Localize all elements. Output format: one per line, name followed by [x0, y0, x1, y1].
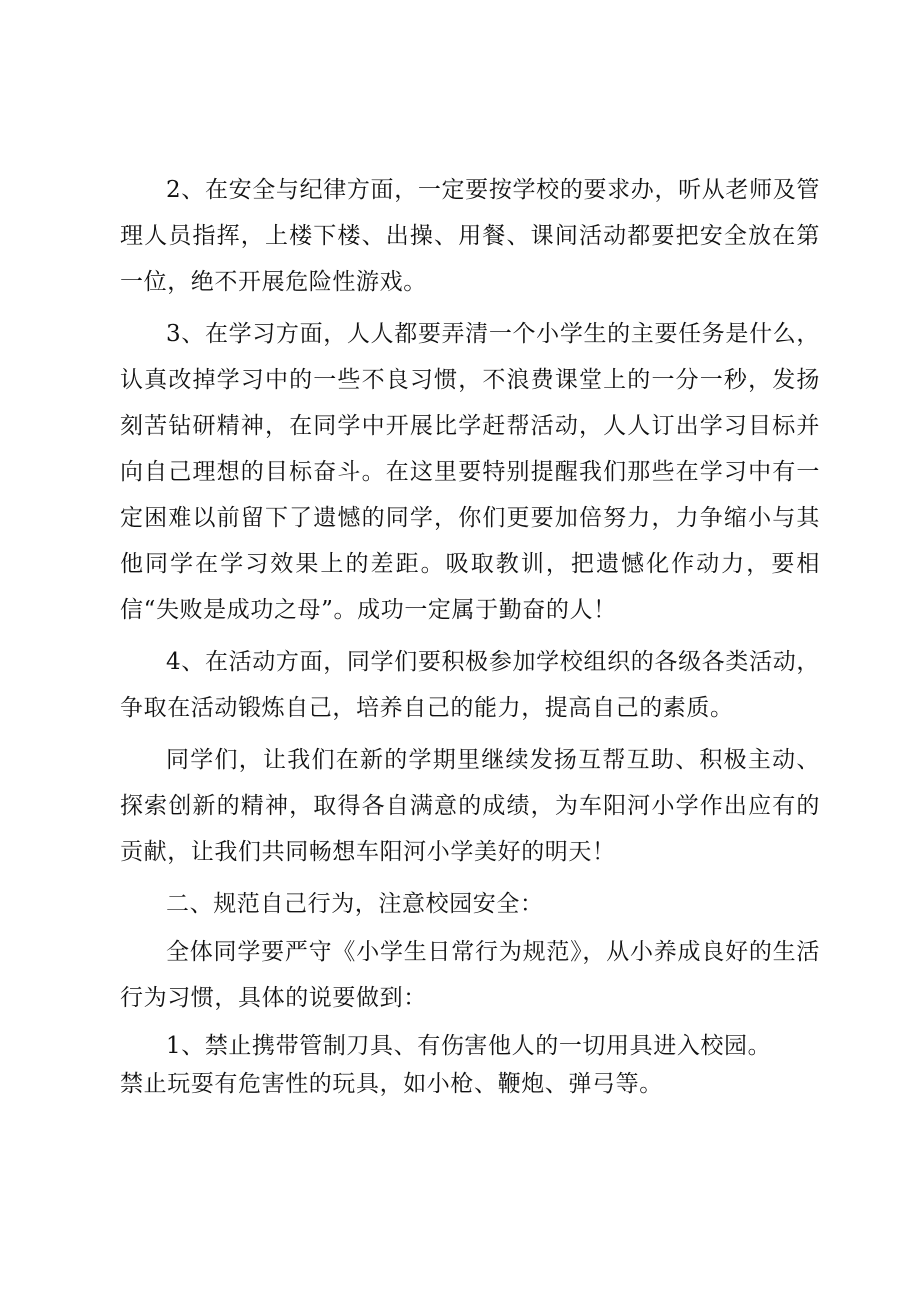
paragraph-closing: 同学们，让我们在新的学期里继续发扬互帮互助、积极主动、探索创新的精神，取得各自满意的成绩，为车阳河小学作出应有的贡献，让我们共同畅想车阳河小学美好的明天！ — [120, 747, 820, 865]
paragraph-study: 3、在学习方面，人人都要弄清一个小学生的主要任务是什么，认真改掉学习中的一些不良习惯，不浪费课堂上的一分一秒，发扬刻苦钻研精神，在同学中开展比学赶帮活动，人人订出学习目标并向自己理想的目标奋斗。在这里要特别提醒我们那些在学习中有一定困难以前留下了遗憾的同学，你们更要加倍努力，力争缩小与其他同学在学习效果上的差距。吸取教训，把遗憾化作动力，要相信“失败是成功之母”。成功一定属于勤奋的人！ — [120, 321, 820, 623]
list-item-1 — [120, 1027, 820, 1103]
paragraph-safety-discipline: 2、在安全与纪律方面，一定要按学校的要求办，听从老师及管理人员指挥，上楼下楼、出操、用餐、课间活动都要把安全放在第一位，绝不开展危险性游戏。 — [120, 177, 820, 295]
document-body — [120, 167, 820, 1103]
section-heading: 二、规范自己行为，注意校园安全： — [166, 891, 544, 917]
section-intro: 全体同学要严守《小学生日常行为规范》，从小养成良好的生活行为习惯，具体的说要做到： — [120, 939, 820, 1011]
paragraph-activities: 4、在活动方面，同学们要积极参加学校组织的各级各类活动，争取在活动锻炼自己，培养自己的能力，提高自己的素质。 — [120, 649, 820, 721]
list-item-1-line-1: 1、禁止携带管制刀具、有伤害他人的一切用具进入校园。 — [166, 1033, 772, 1059]
list-item-1-line-2: 禁止玩耍有危害性的玩具，如小枪、鞭炮、弹弓等。 — [120, 1071, 663, 1097]
